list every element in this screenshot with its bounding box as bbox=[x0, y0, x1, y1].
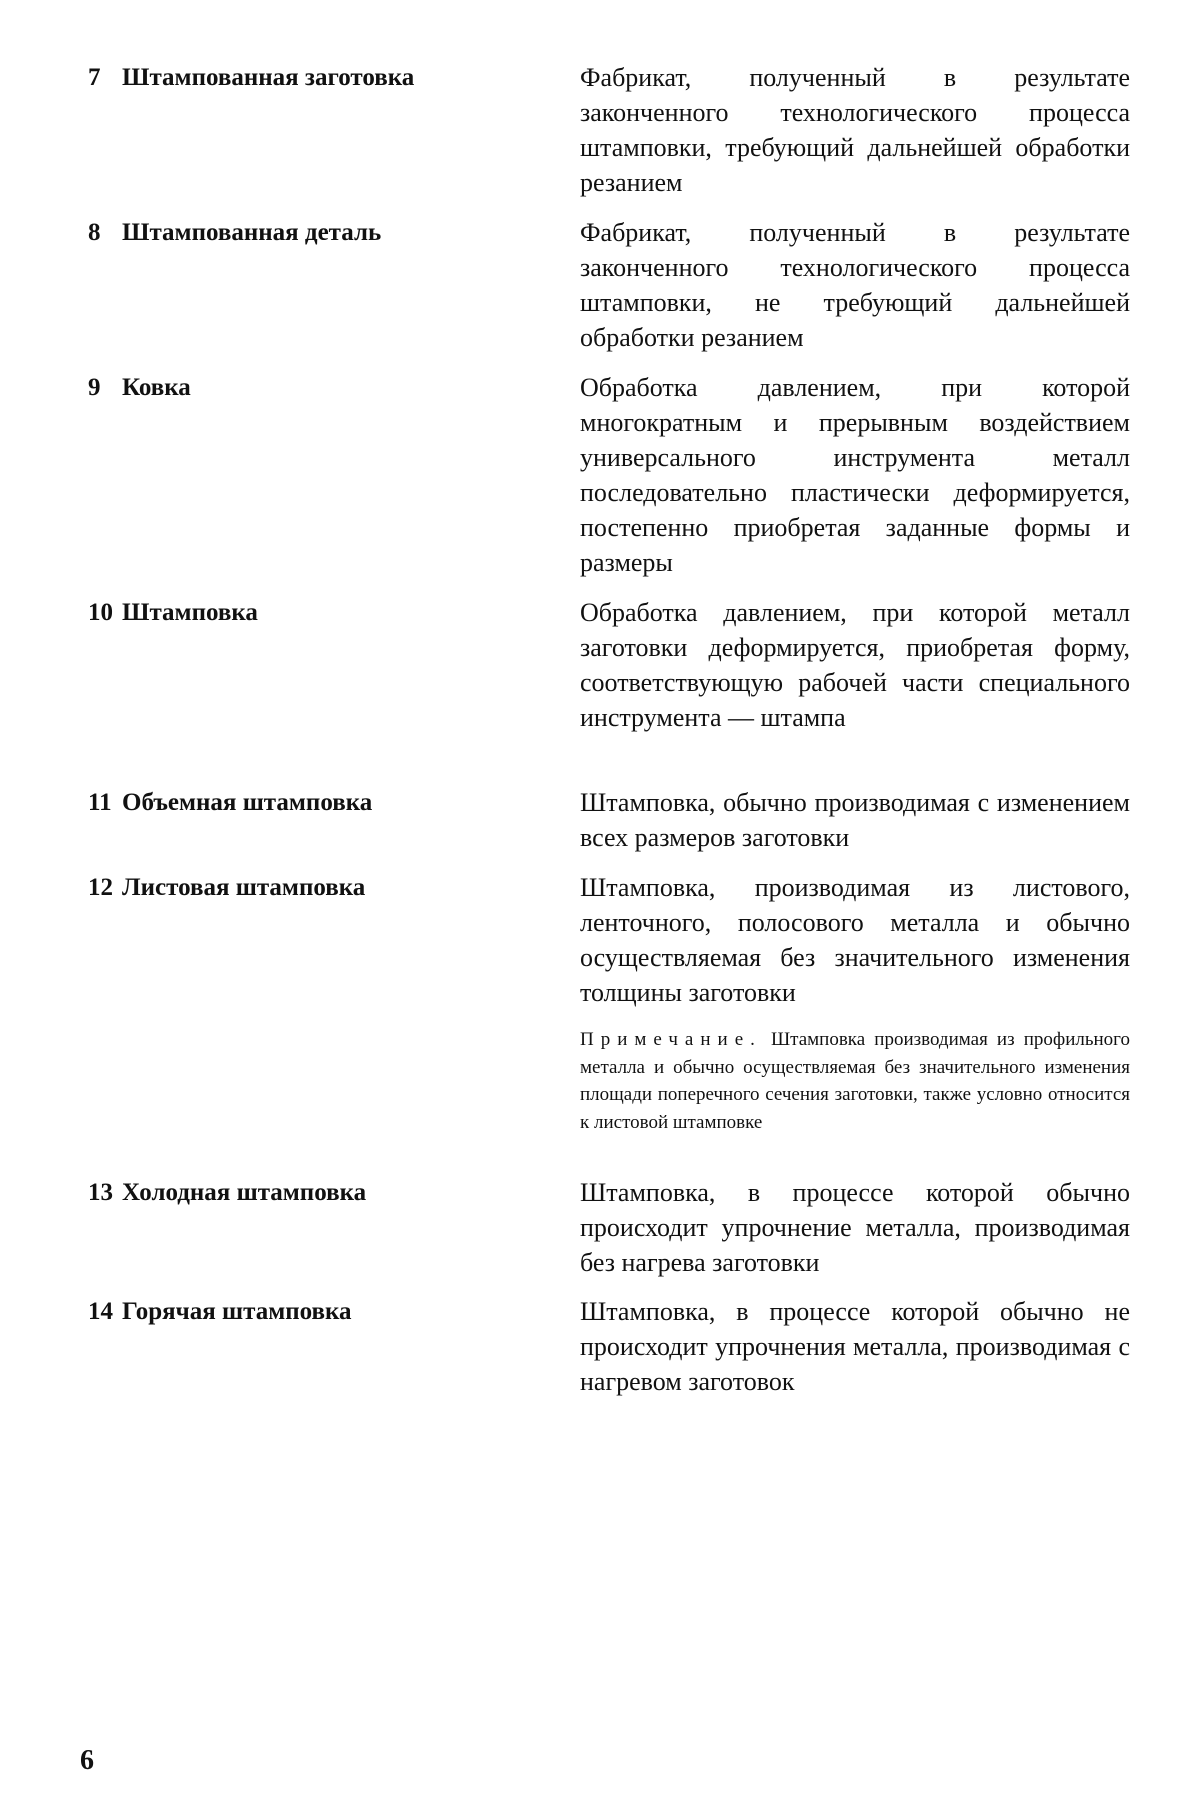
term-name: Горячая штамповка bbox=[122, 1298, 352, 1325]
term-name: Объемная штамповка bbox=[122, 789, 372, 816]
term-definition: Фабрикат, полученный в результате законченного технологического процесса штамповки, требующий дальнейшей обработки резанием bbox=[580, 60, 1130, 200]
term-heading bbox=[88, 1294, 568, 1329]
term-heading bbox=[88, 370, 568, 405]
term-definition: Фабрикат, полученный в результате законченного технологического процесса штамповки, не требующий дальнейшей обработки резанием bbox=[580, 215, 1130, 355]
term-heading bbox=[88, 595, 568, 630]
term-heading bbox=[88, 785, 568, 820]
note-text: Штамповка производимая из профильного металла и обычно осуществляемая без значительного изменения площади поперечного сечения заготовки, также условно относится к листовой штамповке bbox=[580, 1029, 1130, 1133]
term-number: 11 bbox=[88, 785, 122, 820]
term-name: Холодная штамповка bbox=[122, 1179, 366, 1206]
term-name: Ковка bbox=[122, 374, 191, 401]
term-name: Штампованная деталь bbox=[122, 219, 381, 246]
term-number: 9 bbox=[88, 370, 122, 405]
term-definition: Обработка давлением, при которой металл заготовки деформируется, приобретая форму, соответствующую рабочей части специального инструмента — штампа bbox=[580, 595, 1130, 735]
term-number: 14 bbox=[88, 1294, 122, 1329]
term-number: 8 bbox=[88, 215, 122, 250]
term-number: 12 bbox=[88, 870, 122, 905]
term-definition: Штамповка, в процессе которой обычно происходит упрочнение металла, производимая без нагрева заготовки bbox=[580, 1175, 1130, 1280]
term-heading bbox=[88, 60, 568, 95]
term-heading bbox=[88, 870, 568, 905]
term-name: Штамповка bbox=[122, 599, 258, 626]
term-number: 7 bbox=[88, 60, 122, 95]
term-number: 13 bbox=[88, 1175, 122, 1210]
term-note bbox=[580, 1026, 1130, 1136]
page-number: 6 bbox=[80, 1745, 94, 1777]
term-heading bbox=[88, 1175, 568, 1210]
term-heading bbox=[88, 215, 568, 250]
note-label: Примечание. bbox=[580, 1029, 762, 1050]
term-number: 10 bbox=[88, 595, 122, 630]
term-name: Листовая штамповка bbox=[122, 874, 365, 901]
term-definition: Обработка давлением, при которой многократным и прерывным воздействием универсального инструмента металл последовательно пластически деформируется, постепенно приобретая заданные формы и размеры bbox=[580, 370, 1130, 580]
term-definition: Штамповка, производимая из листового, ленточного, полосового металла и обычно осуществляемая без значительного изменения толщины заготовки bbox=[580, 870, 1130, 1010]
term-name: Штампованная заготовка bbox=[122, 64, 414, 91]
term-definition: Штамповка, обычно производимая с изменением всех размеров заготовки bbox=[580, 785, 1130, 855]
term-definition: Штамповка, в процессе которой обычно не происходит упрочнения металла, производимая с нагревом заготовок bbox=[580, 1294, 1130, 1399]
document-page bbox=[0, 0, 1200, 1819]
